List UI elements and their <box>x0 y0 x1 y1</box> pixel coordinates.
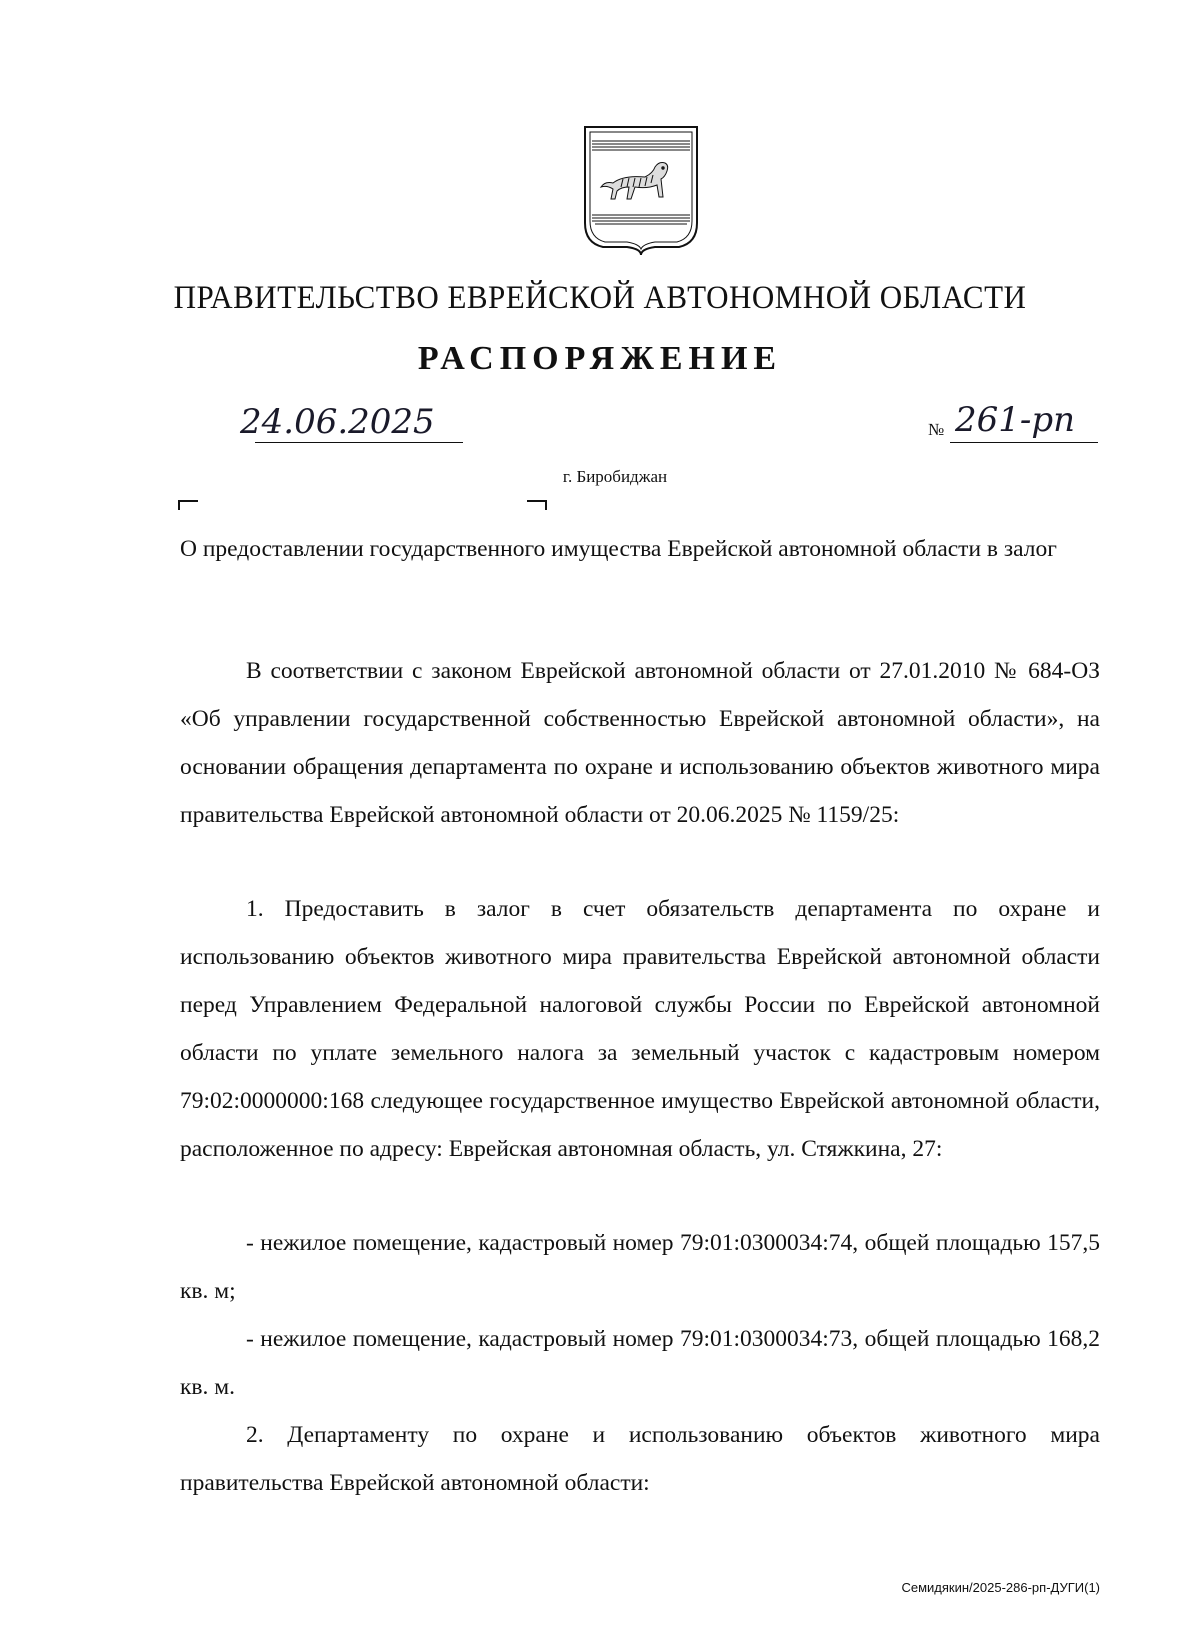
subject-bracket-right <box>527 500 547 510</box>
city-name: г. Биробиджан <box>562 467 668 486</box>
document-number-handwritten: 261-рп <box>955 400 1076 440</box>
date-underline <box>255 442 463 443</box>
body-paragraph: 1. Предоставить в залог в счет обязательств департамента по охране и использованию объектов животного мира правительства Еврейской автономной области перед Управлением Федеральной налоговой службы России по Еврейской автономной области по уплате земельного налога за земельный участок с кадастровым номером 79:02:0000000:168 следующее государственное имущество Еврейской автономной области, расположенное по адресу: Еврейская автономная область, ул. Стяжкина, 27: <box>180 896 1100 1162</box>
body-paragraph: 2. Департаменту по охране и использованию объектов животного мира правительства Еврейской автономной области: <box>180 1422 1100 1496</box>
document-subject: О предоставлении государственного имущества Еврейской автономной области в залог <box>180 536 1057 562</box>
date-handwritten: 24.06.2025 <box>240 402 435 442</box>
coat-of-arms-emblem <box>583 125 699 257</box>
tiger-icon <box>601 163 668 200</box>
number-underline <box>950 442 1098 443</box>
subject-bracket-left <box>178 500 198 510</box>
document-type-title: РАСПОРЯЖЕНИЕ <box>417 340 783 377</box>
number-sign: № <box>928 420 945 439</box>
organization-title: ПРАВИТЕЛЬСТВО ЕВРЕЙСКОЙ АВТОНОМНОЙ ОБЛАСТИ <box>173 280 1027 316</box>
footer-document-code: Семидякин/2025-286-рп-ДУГИ(1) <box>901 1580 1100 1595</box>
body-paragraph: В соответствии с законом Еврейской автономной области от 27.01.2010 № 684-ОЗ «Об управлении государственной собственностью Еврейской автономной области», на основании обращения департамента по охране и использованию объектов животного мира правительства Еврейской автономной области от 20.06.2025 № 1159/25: <box>180 658 1100 828</box>
body-paragraph: - нежилое помещение, кадастровый номер 79:01:0300034:73, общей площадью 168,2 кв. м. <box>180 1326 1100 1400</box>
body-paragraph: - нежилое помещение, кадастровый номер 79:01:0300034:74, общей площадью 157,5 кв. м; <box>180 1230 1100 1304</box>
